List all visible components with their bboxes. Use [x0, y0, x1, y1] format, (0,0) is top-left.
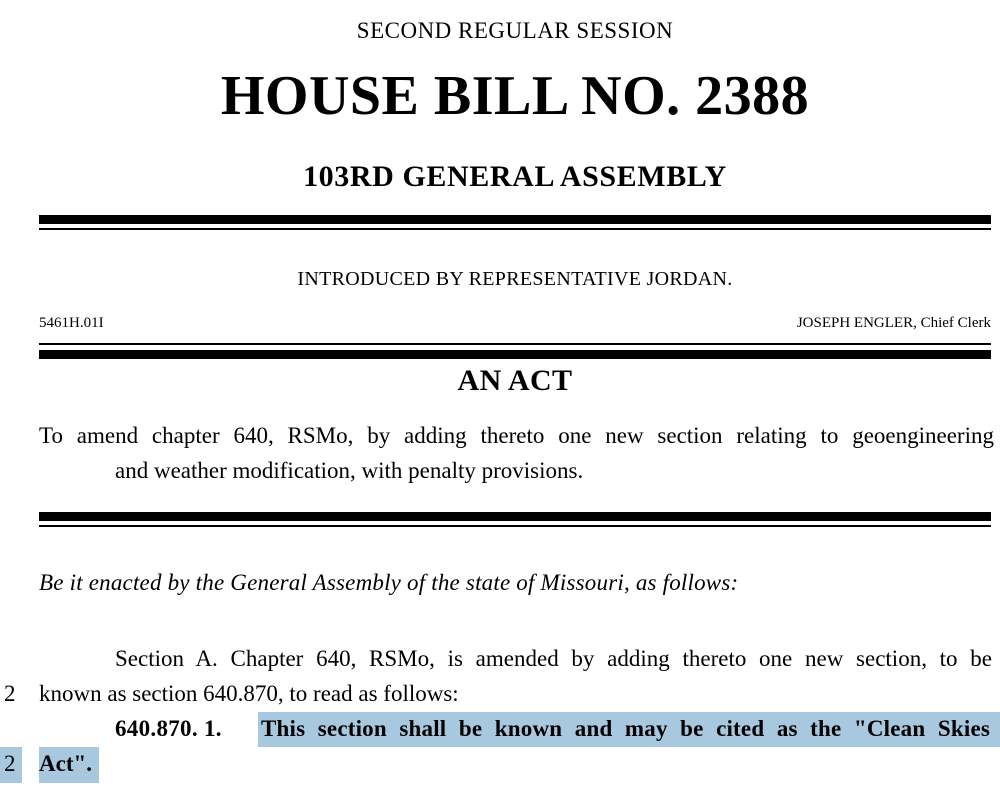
act-purpose-line1: To amend chapter 640, RSMo, by adding thereto one new section relating to geoengineering	[39, 423, 994, 448]
divider-thin	[39, 228, 991, 230]
section-a-line1: Section A. Chapter 640, RSMo, is amended by adding thereto one new section, to be	[115, 646, 992, 671]
enacting-clause: Be it enacted by the General Assembly of the state of Missouri, as follows:	[39, 570, 739, 595]
section-640-870-line2[interactable]: Act".	[39, 751, 92, 776]
bill-number: HOUSE BILL NO. 2388	[220, 65, 810, 127]
line-number: 2	[4, 751, 16, 776]
general-assembly: 103RD GENERAL ASSEMBLY	[303, 160, 727, 193]
session-label: SECOND REGULAR SESSION	[356, 18, 674, 43]
introduced-by: INTRODUCED BY REPRESENTATIVE JORDAN.	[297, 268, 733, 290]
divider-thin	[39, 525, 991, 527]
section-a-line2: known as section 640.870, to read as follows:	[39, 681, 459, 706]
act-title: AN ACT	[457, 364, 573, 397]
act-purpose-line2: and weather modification, with penalty provisions.	[115, 458, 584, 483]
chief-clerk: JOSEPH ENGLER, Chief Clerk	[796, 315, 991, 331]
divider-thick	[39, 512, 991, 521]
section-640-870-line1[interactable]: This section shall be known and may be cited as the "Clean Skies	[261, 716, 990, 741]
divider-thick	[39, 215, 991, 224]
lr-number: 5461H.01I	[39, 315, 104, 331]
divider-thick	[39, 350, 991, 359]
line-number: 2	[4, 681, 16, 706]
section-640-870-heading: 640.870. 1.	[115, 716, 222, 741]
divider-thin	[39, 343, 991, 345]
